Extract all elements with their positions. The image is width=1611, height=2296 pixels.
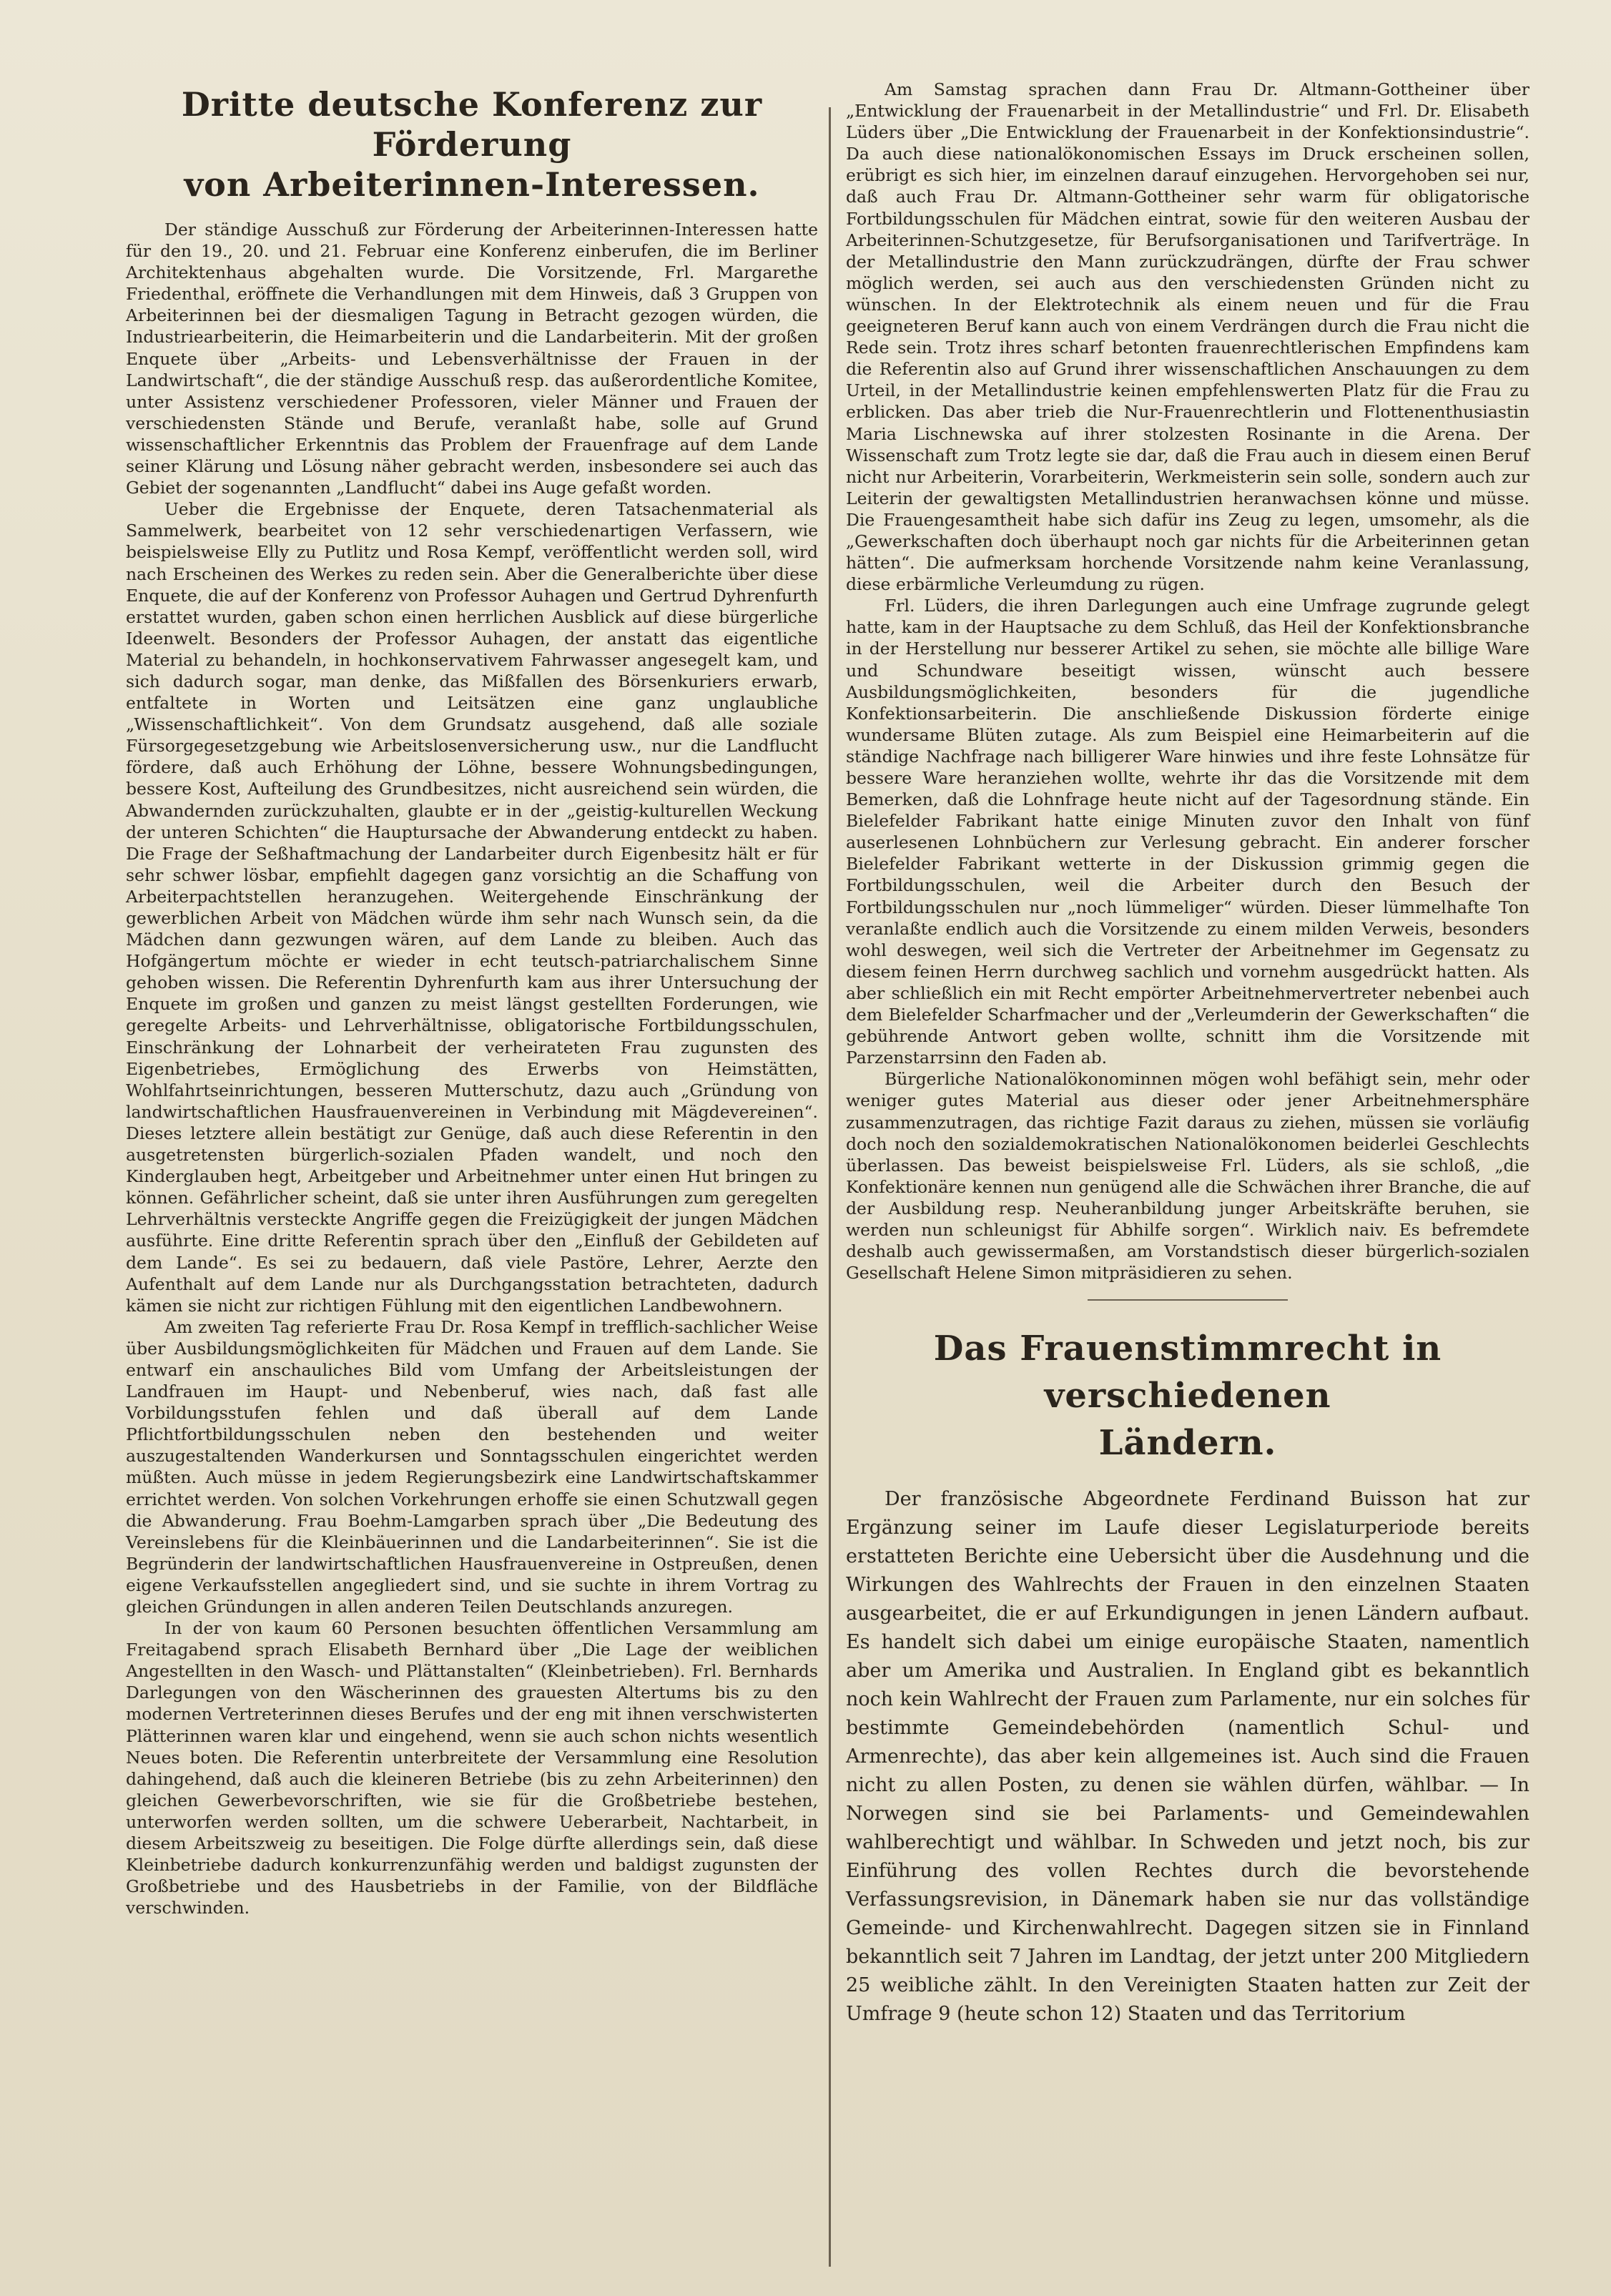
article-2-paragraph: Der französische Abgeordnete Ferdinand Buisson hat zur Ergänzung seiner im Laufe dieser Legislaturperiode bereits erstatteten Berichte eine Uebersicht über die Ausdehnung und die Wirkungen des Wahlrechts der Frauen in den einzelnen Staaten ausgearbeitet, die er auf Erkundigungen in jenen Ländern aufbaut. Es handelt sich dabei um einige europäische Staaten, namentlich aber um Amerika und Australien. In England gibt es bekanntlich noch kein Wahlrecht der Frauen zum Parlamente, nur ein solches für bestimmte Gemeindebehörden (namentlich Schul- und Armenrechte), das aber kein allgemeines ist. Auch sind die Frauen nicht zu allen Posten, zu denen sie wählen dürfen, wählbar. — In Norwegen sind sie bei Parlaments- und Gemeindewahlen wahlberechtigt und wählbar. In Schweden und jetzt noch, bis zur Einführung des vollen Rechtes durch die bevorstehende Verfassungsrevision, in Dänemark haben sie nur das vollständige Gemeinde- und Kirchenwahlrecht. Dagegen sitzen sie in Finnland bekanntlich seit 7 Jahren im Landtag, der jetzt unter 200 Mitgliedern 25 weibliche zählt. In den Vereinigten Staaten hatten zur Zeit der Umfrage 9 (heute schon 12) Staaten und das Territorium bbox=[846, 1488, 1529, 2026]
article-1-title-line-2: von Arbeiterinnen-Interessen. bbox=[184, 165, 760, 204]
article-1-paragraph: In der von kaum 60 Personen besuchten öffentlichen Versammlung am Freitagabend sprach Elisabeth Bernhard über „Die Lage der weiblichen Angestellten in den Wasch- und Plättanstalten“ (Kleinbetrieben). Frl. Bernhards Darlegungen von den Wäscherinnen des grauesten Altertums bis zu den modernen Vertreterinnen dieses Berufes und der eng mit ihnen verschwisterten Plätterinnen waren klar und eingehend, wenn sie auch schon nichts wesentlich Neues boten. Die Referentin unterbreitete der Versammlung eine Resolution dahingehend, daß auch die kleineren Betriebe (bis zu zehn Arbeiterinnen) den gleichen Gewerbevorschriften, wie sie für die Großbetriebe bestehen, unterworfen werden sollten, um die schwere Ueberarbeit, Nachtarbeit, in diesem Arbeitszweig zu beseitigen. Die Folge dürfte allerdings sein, daß diese Kleinbetriebe dadurch konkurrenzunfähig werden und baldigst zugunsten der Großbetriebe und des Hausbetriebs in der Familie, von der Bildfläche verschwinden. bbox=[126, 1618, 818, 1918]
article-separator bbox=[1088, 1299, 1288, 1301]
article-1-headline bbox=[126, 84, 818, 205]
article-1-title-line-1: Dritte deutsche Konferenz zur Förderung bbox=[181, 85, 763, 164]
article-1-continuation-paragraph: Frl. Lüders, die ihren Darlegungen auch eine Umfrage zugrunde gelegt hatte, kam in der Hauptsache zu dem Schluß, das Heil der Konfektionsbranche in der Herstellung nur besserer Artikel zu sehen, sie möchte alle billige Ware und Schundware beseitigt wissen, wünscht auch bessere Ausbildungsmöglichkeiten, besonders für die jugendliche Konfektionsarbeiterin. Die anschließende Diskussion förderte einige wundersame Blüten zutage. Als zum Beispiel eine Heimarbeiterin auf die ständige Nachfrage nach billigerer Ware hinwies und ihre feste Lohnsätze für bessere Ware heranziehen wollte, wehrte ihr das die Vorsitzende mit dem Bemerken, daß die Lohnfrage heute nicht auf der Tagesordnung stände. Ein Bielefelder Fabrikant hatte einige Minuten zuvor den Inhalt von fünf auserlesenen Lohnbüchern zur Verlesung gebracht. Ein anderer forscher Bielefelder Fabrikant wetterte in der Diskussion grimmig gegen die Fortbildungsschulen, weil die Arbeiter durch den Besuch der Fortbildungsschulen nur „noch lümmeliger“ würden. Dieser lümmelhafte Ton veranlaßte endlich auch die Vorsitzende zu einem milden Verweis, besonders wohl deswegen, weil sich die Vertreter der Arbeitnehmer im Gegensatz zu diesem feinen Herrn durchweg sachlich und vornehm ausgedrückt hatten. Als aber schließlich ein mit Recht empörter Arbeitnehmervertreter nebenbei auch dem Bielefelder Scharfmacher und der „Verleumderin der Gewerkschaften“ die gebührende Antwort geben wollte, schnitt ihm die Vorsitzende mit Parzenstarrsinn den Faden ab. bbox=[846, 596, 1529, 1068]
article-1-paragraph: Der ständige Ausschuß zur Förderung der Arbeiterinnen-Interessen hatte für den 19., 20. und 21. Februar eine Konferenz einberufen, die im Berliner Architektenhaus abgehalten wurde. Die Vorsitzende, Frl. Margarethe Friedenthal, eröffnete die Verhandlungen mit dem Hinweis, daß 3 Gruppen von Arbeiterinnen bei der diesmaligen Tagung in Betracht gezogen würden, die Industriearbeiterin, die Heimarbeiterin und die Landarbeiterin. Mit der großen Enquete über „Arbeits- und Lebensverhältnisse der Frauen in der Landwirtschaft“, die der ständige Ausschuß resp. das außerordentliche Komitee, unter Assistenz verschiedener Professoren, vieler Männer und Frauen der verschiedensten Stände und Berufe, veranlaßt habe, solle auf Grund wissenschaftlicher Erkenntnis das Problem der Frauenfrage auf dem Lande seiner Klärung und Lösung näher gebracht werden, insbesondere sei auch das Gebiet der sogenannten „Landflucht“ dabei ins Auge gefaßt worden. bbox=[126, 220, 818, 498]
article-2-title-line-2: Ländern. bbox=[1098, 1423, 1277, 1464]
article-1-paragraph: Am zweiten Tag referierte Frau Dr. Rosa Kempf in trefflich-sachlicher Weise über Ausbildungsmöglichkeiten für Mädchen und Frauen auf dem Lande. Sie entwarf ein anschauliches Bild vom Umfang der Arbeitsleistungen der Landfrauen im Haupt- und Nebenberuf, wies nach, daß fast alle Vorbildungsstufen fehlen und daß überall auf dem Lande Pflichtfortbildungsschulen neben den bestehenden und weiter auszugestaltenden Wanderkursen und Sonntagsschulen eingerichtet werden müßten. Auch müsse in jedem Regierungsbezirk eine Landwirtschaftskammer errichtet werden. Von solchen Vorkehrungen erhoffe sie einen Schutzwall gegen die Abwanderung. Frau Boehm-Lamgarben sprach über „Die Bedeutung des Vereinslebens für die Kleinbäuerinnen und die Landarbeiterinnen“. Sie ist die Begründerin der landwirtschaftlichen Hausfrauenvereine in Ostpreußen, denen eigene Verkaufsstellen angegliedert sind, und sie suchte in ihrem Vortrag zu gleichen Gründungen in allen anderen Teilen Deutschlands anzuregen. bbox=[126, 1316, 818, 1617]
article-2-headline bbox=[846, 1325, 1529, 1467]
column-divider bbox=[829, 107, 831, 2267]
article-1-continuation-paragraph: Am Samstag sprachen dann Frau Dr. Altmann-Gottheiner über „Entwicklung der Frauenarbeit in der Metallindustrie“ und Frl. Dr. Elisabeth Lüders über „Die Entwicklung der Frauenarbeit in der Konfektionsindustrie“. Da auch diese nationalökonomischen Essays im Druck erscheinen sollen, erübrigt es sich hier, im einzelnen darauf einzugehen. Hervorgehoben sei nur, daß auch Frau Dr. Altmann-Gottheiner sehr warm für obligatorische Fortbildungsschulen für Mädchen eintrat, sowie für den weiteren Ausbau der Arbeiterinnen-Schutzgesetze, für Berufsorganisationen und Tarifverträge. In der Metallindustrie den Mann zurückzudrängen, dürfte der Frau schwer möglich werden, sei auch aus den verschiedensten Gründen nicht zu wünschen. In der Elektrotechnik als einem neuen und für die Frau geeigneteren Beruf kann auch von einem Verdrängen durch die Frau nicht die Rede sein. Trotz ihres scharf betonten frauenrechtlerischen Empfindens kam die Referentin also auf Grund ihrer wissenschaftlichen Anschauungen zu dem Urteil, in der Metallindustrie keinen empfehlenswerten Platz für die Frau zu erblicken. Das aber trieb die Nur-Frauenrechtlerin und Flottenenthusiastin Maria Lischnewska auf ihrer stolzesten Rosinante in die Arena. Der Wissenschaft zum Trotz legte sie dar, daß die Frau auch in diesem einen Beruf nicht nur Arbeiterin, Vorarbeiterin, Werkmeisterin sein solle, sondern auch zur Leiterin der gewaltigsten Metallindustrien heranwachsen könne und müsse. Die Frauengesamtheit habe sich dafür ins Zeug zu legen, umsomehr, als die „Gewerkschaften doch überhaupt noch gar nichts für die Arbeiterinnen getan hätten“. Die aufmerksam horchende Vorsitzende nahm keine Veranlassung, diese erbärmliche Verleumdung zu rügen. bbox=[846, 79, 1529, 595]
article-1-continuation-paragraph: Bürgerliche Nationalökonominnen mögen wohl befähigt sein, mehr oder weniger gutes Material aus dieser oder jener Arbeitnehmersphäre zusammenzutragen, das richtige Fazit daraus zu ziehen, müssen sie vorläufig doch noch den sozialdemokratischen Nationalökonomen beiderlei Geschlechts überlassen. Das beweist beispielsweise Frl. Lüders, als sie schloß, „die Konfektionäre kennen nun genügend alle die Schwächen ihrer Branche, die auf der Ausbildung resp. Neuheranbildung junger Arbeitskräfte beruhen, sie werden nun schleunigst für Abhilfe sorgen“. Wirklich naiv. Es befremdete deshalb auch gewissermaßen, am Vorstandstisch dieser bürgerlich-sozialen Gesellschaft Helene Simon mitpräsidieren zu sehen. bbox=[846, 1069, 1529, 1284]
right-column bbox=[846, 79, 1529, 2029]
left-column bbox=[126, 79, 818, 1918]
article-2-title-line-1: Das Frauenstimmrecht in verschiedenen bbox=[933, 1329, 1442, 1416]
article-1-paragraph: Ueber die Ergebnisse der Enquete, deren Tatsachenmaterial als Sammelwerk, bearbeitet von 12 sehr verschiedenartigen Verfassern, wie beispielsweise Elly zu Putlitz und Rosa Kempf, veröffentlicht werden soll, wird nach Erscheinen des Werkes zu reden sein. Aber die Generalberichte über diese Enquete, die auf der Konferenz von Professor Auhagen und Gertrud Dyhrenfurth erstattet wurden, gaben schon einen herrlichen Ausblick auf diese bürgerliche Ideenwelt. Besonders der Professor Auhagen, der anstatt das eigentliche Material zu behandeln, in hochkonservativem Fahrwasser angesegelt kam, und sich dadurch sogar, man denke, das Mißfallen des Börsenkuriers erwarb, entfaltete in Worten und Leitsätzen eine ganz unglaubliche „Wissenschaftlichkeit“. Von dem Grundsatz ausgehend, daß alle soziale Fürsorgegesetzgebung wie Arbeitslosenversicherung usw., nur die Landflucht fördere, daß auch Erhöhung der Löhne, bessere Wohnungsbedingungen, bessere Kost, Aufteilung des Grundbesitzes, nicht ausreichend sein würden, die Abwandernden zurückzuhalten, glaubte er in der „geistig-kulturellen Weckung der unteren Schichten“ die Hauptursache der Abwanderung entdeckt zu haben. Die Frage der Seßhaftmachung der Landarbeiter durch Eigenbesitz hält er für sehr schwer lösbar, empfiehlt dagegen ganz vorsichtig an die Schaffung von Arbeiterpachtstellen heranzugehen. Weitergehende Einschränkung der gewerblichen Arbeit von Mädchen würde ihm sehr nach Wunsch sein, da die Mädchen dann gezwungen wären, auf dem Lande zu bleiben. Auch das Hofgängertum möchte er wieder in echt teutsch-patriarchalischem Sinne gehoben wissen. Die Referentin Dyhrenfurth kam aus ihrer Untersuchung der Enquete im großen und ganzen zu meist längst gestellten Forderungen, wie geregelte Arbeits- und Lehrverhältnisse, obligatorische Fortbildungsschulen, Einschränkung der Lohnarbeit der verheirateten Frau zugunsten des Eigenbetriebes, Ermöglichung des Erwerbs von Heimstätten, Wohlfahrtseinrichtungen, besseren Mutterschutz, dazu auch „Gründung von landwirtschaftlichen Hausfrauenvereinen in Verbindung mit Mägdevereinen“. Dieses letztere allein bestätigt zur Genüge, daß auch diese Referentin in den ausgetretensten bürgerlich-sozialen Pfaden wandelt, und noch den Kinderglauben hegt, Arbeitgeber und Arbeitnehmer unter einen Hut bringen zu können. Gefährlicher scheint, daß sie unter ihren Ausführungen zum geregelten Lehrverhältnis versteckte Angriffe gegen die Freizügigkeit der jungen Mädchen ausführte. Eine dritte Referentin sprach über den „Einfluß der Gebildeten auf dem Lande“. Es sei zu bedauern, daß viele Pastöre, Lehrer, Aerzte den Aufenthalt auf dem Lande nur als Durchgangsstation betrachteten, dadurch kämen sie nicht zur richtigen Fühlung mit den eigentlichen Landbewohnern. bbox=[126, 499, 818, 1316]
article-2-body bbox=[846, 1485, 1529, 2029]
